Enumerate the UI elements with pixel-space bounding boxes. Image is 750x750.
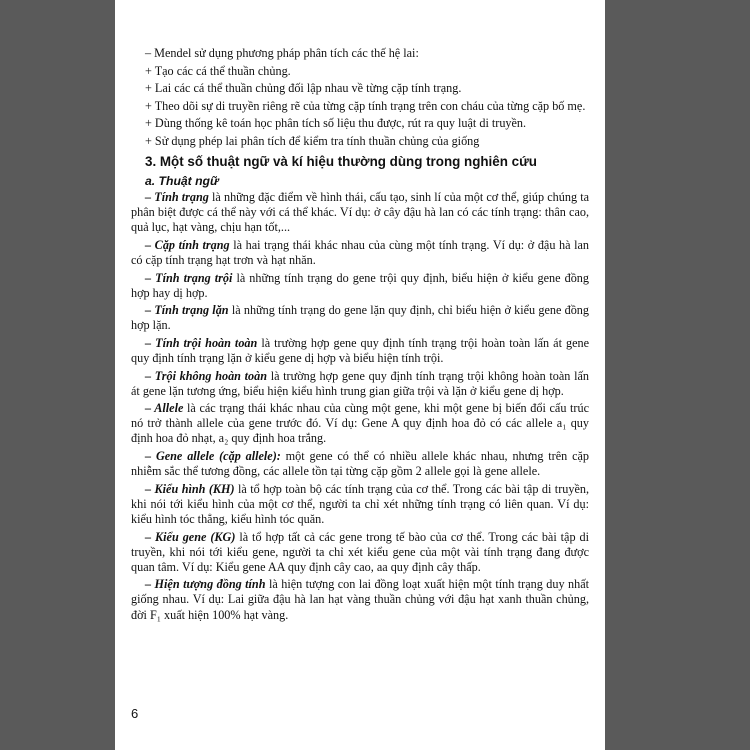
term-paragraph xyxy=(131,449,589,479)
term-paragraph xyxy=(131,238,589,268)
term-label: – Cặp tính trạng xyxy=(145,237,230,252)
term-definition: là trường hợp gene quy định tính trạng trội hoàn toàn lấn át gene quy định tính trạng lặn ở kiểu gene dị hợp và biểu hiện tính trội. xyxy=(131,335,590,365)
term-definition: là hai trạng thái khác nhau của cùng một tính trạng. Ví dụ: ở đậu hà lan có cặp tính trạng hạt trơn và hạt nhăn. xyxy=(131,237,589,267)
term-paragraph xyxy=(131,530,589,575)
term-label: – Tính trạng trội xyxy=(145,270,233,285)
term-paragraph xyxy=(131,271,589,301)
list-item: + Theo dõi sự di truyền riêng rẽ của từng cặp tính trạng trên con cháu của từng cặp bố mẹ. xyxy=(145,98,586,113)
term-definition: là những tính trạng do gene lặn quy định, chỉ biểu hiện ở kiểu gene đồng hợp lặn. xyxy=(131,303,589,333)
book-page xyxy=(115,0,605,750)
term-definition: là tổ hợp toàn bộ các tính trạng của cơ thể. Trong các bài tập di truyền, khi nói tới kiểu hình của một cơ thể, người ta chỉ xét những tính trạng có liên quan. Ví dụ: kiểu hình tóc thẳng, kiểu hình tóc quăn. xyxy=(131,481,589,526)
term-definition: là trường hợp gene quy định tính trạng trội không hoàn toàn lấn át gene lặn tương ứng, biểu hiện kiểu hình trung gian giữa trội và lặn ở kiểu gene dị hợp. xyxy=(131,368,589,398)
term-paragraph xyxy=(131,369,589,399)
term-label: – Tính trạng xyxy=(145,190,209,205)
subsection-heading: a. Thuật ngữ xyxy=(145,174,219,189)
term-label: – Trội không hoàn toàn xyxy=(145,368,267,383)
term-paragraph xyxy=(131,336,589,366)
term-paragraph xyxy=(131,482,589,527)
list-item: + Sử dụng phép lai phân tích để kiểm tra tính thuần chủng của giống xyxy=(145,133,480,148)
term-paragraph xyxy=(131,303,589,333)
list-item: + Lai các cá thể thuần chủng đối lập nhau về từng cặp tính trạng. xyxy=(145,81,462,96)
term-paragraph xyxy=(131,401,589,446)
term-definition: một gene có thể có nhiều allele khác nhau, nhưng trên cặp nhiễm sắc thể tương đồng, các allele tồn tại từng cặp gồm 2 allele gọi là gene allele. xyxy=(131,449,589,479)
list-item: + Tạo các cá thể thuần chủng. xyxy=(145,63,291,78)
term-definition: là tổ hợp tất cả các gene trong tế bào của cơ thể. Trong các bài tập di truyền, khi nói tới kiểu gene, người ta chỉ xét kiểu gene của một vài tính trạng đang được quan tâm. Ví dụ: Kiểu gene AA quy định cây cao, aa quy định cây thấp. xyxy=(131,529,589,574)
page-number: 6 xyxy=(131,706,139,721)
right-background xyxy=(605,0,750,750)
term-definition: là hiện tượng con lai đồng loạt xuất hiện một tính trạng duy nhất giống nhau. Ví dụ: Lai giữa đậu hà lan hạt vàng thuần chủng với đậu hạt xanh thuần chủng, đời F₁ xuất hiện 100% hạt vàng. xyxy=(131,577,589,622)
term-label: – Gene allele (cặp allele): xyxy=(145,449,281,464)
term-definition: là những đặc điểm về hình thái, cấu tạo, sinh lí của một cơ thể, giúp chúng ta phân biệt được cá thể này với cá thể khác. Ví dụ: ở cây đậu hà lan có các tính trạng: thân cao, quả lục, hạt vàng, chịu hạn tốt,... xyxy=(131,190,590,235)
term-label: – Tính trạng lặn xyxy=(145,303,229,318)
list-item: + Dùng thống kê toán học phân tích số liệu thu được, rút ra quy luật di truyền. xyxy=(145,116,527,131)
left-background xyxy=(0,0,115,750)
term-paragraph xyxy=(131,577,589,622)
term-definition: là những tính trạng do gene trội quy định, biểu hiện ở kiểu gene đồng hợp hay dị hợp. xyxy=(131,270,589,300)
term-definition: là các trạng thái khác nhau của cùng một gene, khi một gene bị biến đổi cấu trúc nó trở thành allele của gene trước đó. Ví dụ: Gene A quy định hoa đỏ có các allele a₁ quy định hoa đỏ nhạt, a₂ quy định hoa trắng. xyxy=(131,401,589,446)
term-paragraph xyxy=(131,190,589,235)
page-content xyxy=(131,46,589,625)
term-label: – Allele xyxy=(145,401,184,416)
term-label: – Hiện tượng đồng tính xyxy=(145,577,266,592)
section-heading: 3. Một số thuật ngữ và kí hiệu thường dùng trong nghiên cứu xyxy=(145,154,537,170)
term-label: – Kiểu gene (KG) xyxy=(145,529,236,544)
term-label: – Tính trội hoàn toàn xyxy=(145,335,258,350)
list-item: – Mendel sử dụng phương pháp phân tích các thế hệ lai: xyxy=(145,46,419,60)
term-label: – Kiểu hình (KH) xyxy=(145,481,235,496)
